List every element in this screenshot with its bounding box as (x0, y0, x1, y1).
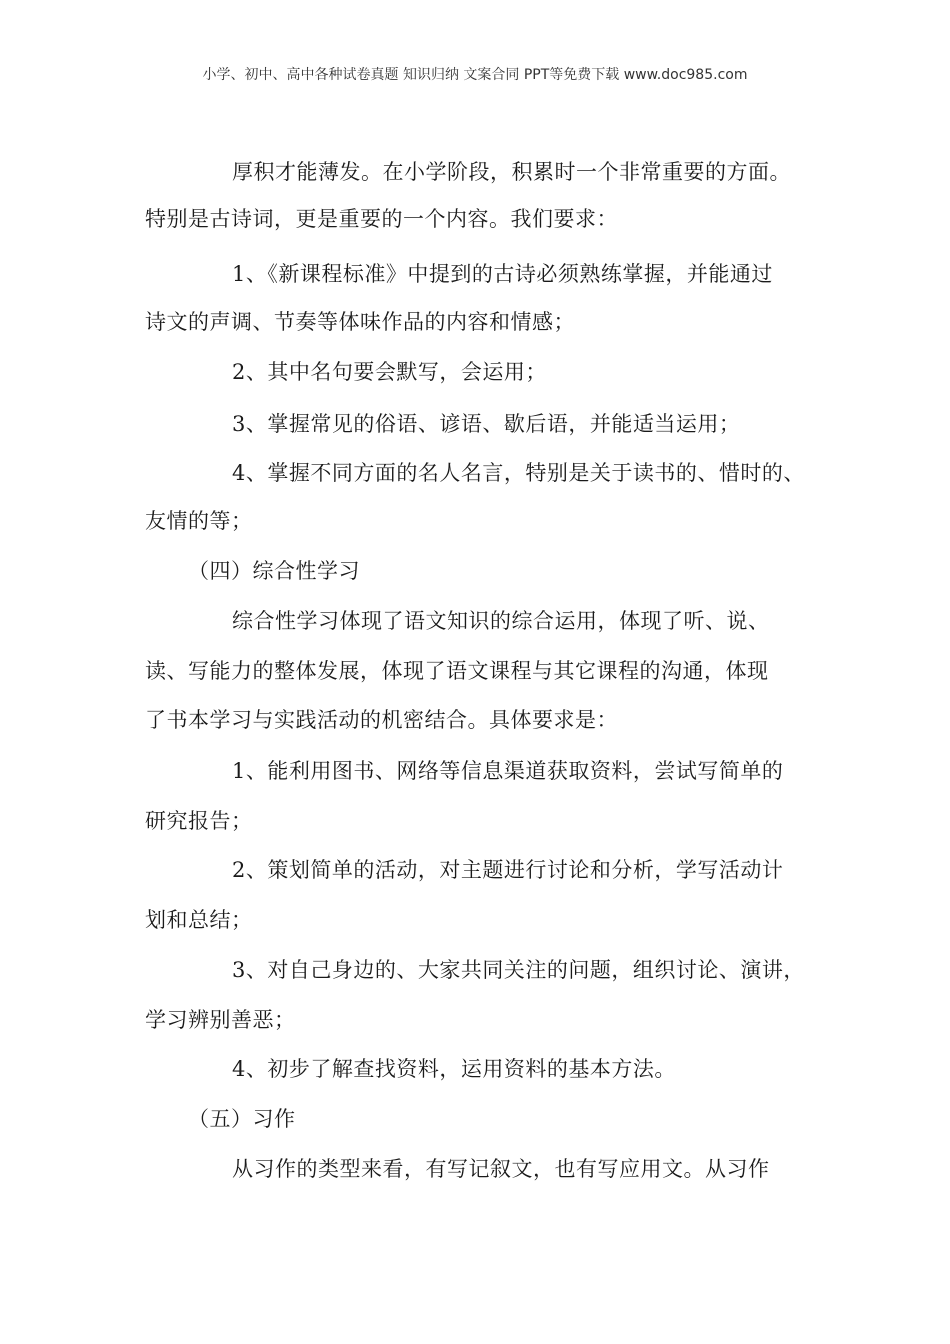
text-line: 厚积才能薄发。在小学阶段，积累时一个非常重要的方面。 (232, 160, 791, 184)
text-line: 了书本学习与实践活动的机密结合。具体要求是： (145, 708, 618, 732)
text-line: 3、掌握常见的俗语、谚语、歇后语，并能适当运用； (232, 412, 741, 436)
text-line: 划和总结； (145, 908, 253, 932)
text-line: 2、策划简单的活动，对主题进行讨论和分析，学写活动计 (232, 858, 784, 882)
text-line: 特别是古诗词，更是重要的一个内容。我们要求： (145, 207, 618, 231)
text-line: 1、《新课程标准》中提到的古诗必须熟练掌握，并能通过 (232, 262, 773, 286)
text-line: 学习辨别善恶； (145, 1008, 296, 1032)
text-line: 从习作的类型来看，有写记叙文，也有写应用文。从习作 (232, 1157, 770, 1181)
text-line: 2、其中名句要会默写，会运用； (232, 360, 547, 384)
text-line: 综合性学习体现了语文知识的综合运用，体现了听、说、 (232, 609, 770, 633)
section-heading: （四）综合性学习 (188, 559, 360, 583)
text-line: 诗文的声调、节奏等体味作品的内容和情感； (145, 310, 575, 334)
text-line: 友情的等； (145, 509, 253, 533)
text-line: 4、掌握不同方面的名人名言，特别是关于读书的、惜时的、 (232, 461, 805, 485)
text-line: 1、能利用图书、网络等信息渠道获取资料，尝试写简单的 (232, 759, 784, 783)
text-line: 研究报告； (145, 809, 253, 833)
text-line: 4、初步了解查找资料，运用资料的基本方法。 (232, 1057, 676, 1081)
page-header: 小学、初中、高中各种试卷真题 知识归纳 文案合同 PPT等免费下载 www.doc985.com (202, 67, 748, 83)
section-heading: （五）习作 (188, 1107, 296, 1131)
text-line: 读、写能力的整体发展，体现了语文课程与其它课程的沟通，体现 (145, 659, 769, 683)
text-line: 3、对自己身边的、大家共同关注的问题，组织讨论、演讲， (232, 958, 805, 982)
